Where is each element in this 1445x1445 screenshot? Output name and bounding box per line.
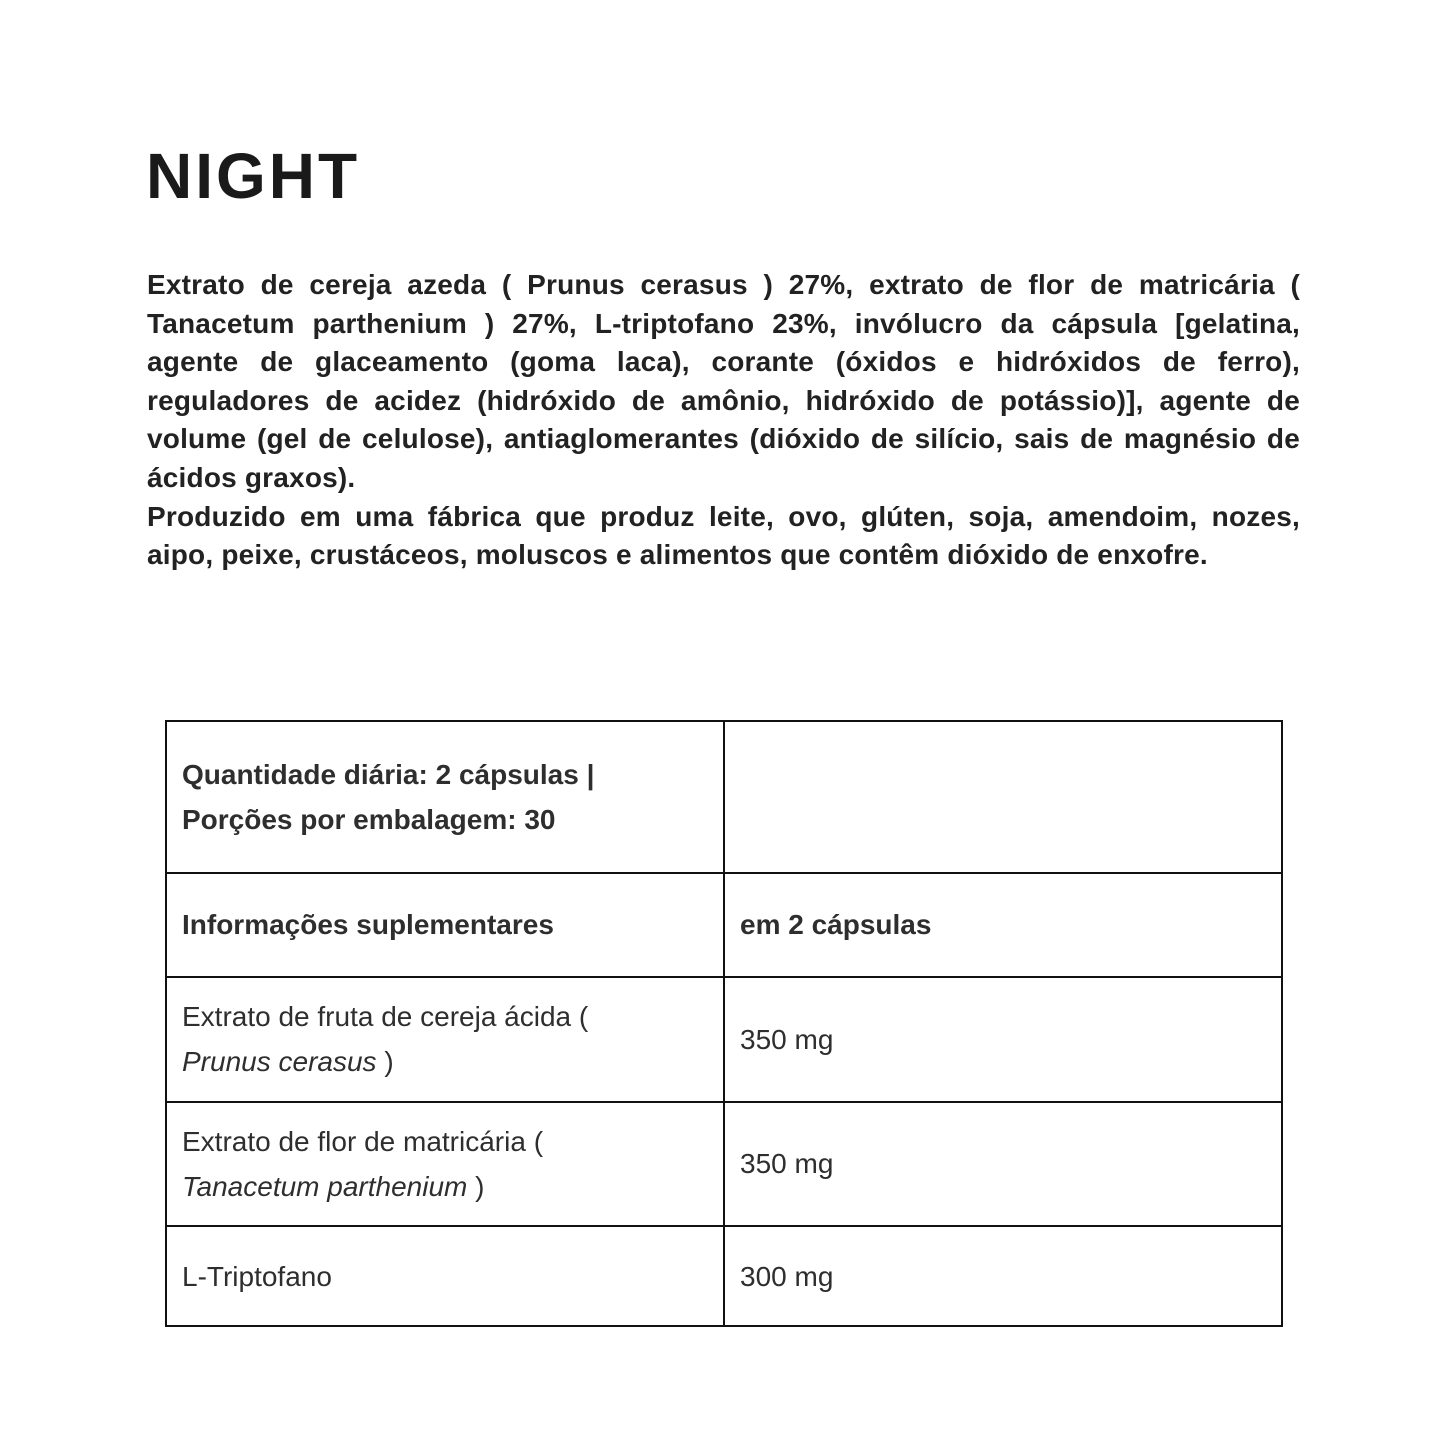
ingredient-name-suffix: ) <box>376 1046 394 1078</box>
table-row-cherry-extract <box>166 977 1282 1102</box>
serving-info-cell: Quantidade diária: 2 cápsulas | Porções por embalagem: 30 <box>166 721 724 873</box>
ingredient-amount-cell: 350 mg <box>724 977 1282 1102</box>
ingredient-amount-cell: 300 mg <box>724 1226 1282 1326</box>
table-row-l-tryptophan <box>166 1226 1282 1326</box>
ingredients-paragraph: Extrato de cereja azeda ( Prunus cerasus ) 27%, extrato de flor de matricária ( Tanacetum parthenium ) 27%, L-triptofano 23%, invólucro da cápsula [gelatina, agente de glaceamento (goma laca), corante (óxidos e hidróxidos de ferro), reguladores de acidez (hidróxido de amônio, hidróxido de potássio)], agente de volume (gel de celulose), antiaglomerantes (dióxido de silício, sais de magnésio de ácidos graxos). <box>147 269 1300 493</box>
ingredient-name-cell: L-Triptofano <box>166 1226 724 1326</box>
table-row-feverfew-extract <box>166 1102 1282 1227</box>
serving-info-empty-cell <box>724 721 1282 873</box>
column-header-amount: em 2 cápsulas <box>724 873 1282 977</box>
ingredient-latin-name: Tanacetum parthenium <box>182 1171 468 1203</box>
ingredient-latin-name: Prunus cerasus <box>182 1046 377 1078</box>
column-header-name: Informações suplementares <box>166 873 724 977</box>
ingredient-name-cell <box>166 1102 724 1227</box>
ingredient-name-text: Extrato de flor de matricária ( <box>182 1125 544 1157</box>
ingredient-name-text: Extrato de fruta de cereja ácida ( <box>182 1001 589 1032</box>
ingredient-amount-cell: 350 mg <box>724 1102 1282 1227</box>
serving-info-row <box>166 721 1282 873</box>
supplement-facts-table <box>165 720 1283 1327</box>
ingredients-section <box>147 266 1300 575</box>
table-header-row <box>166 873 1282 977</box>
ingredient-name-cell <box>166 977 724 1102</box>
ingredient-name-suffix: ) <box>467 1171 485 1203</box>
allergen-paragraph: Produzido em uma fábrica que produz leite, ovo, glúten, soja, amendoim, nozes, aipo, peixe, crustáceos, moluscos e alimentos que contêm dióxido de enxofre. <box>147 500 1300 571</box>
page-title: NIGHT <box>146 140 361 212</box>
